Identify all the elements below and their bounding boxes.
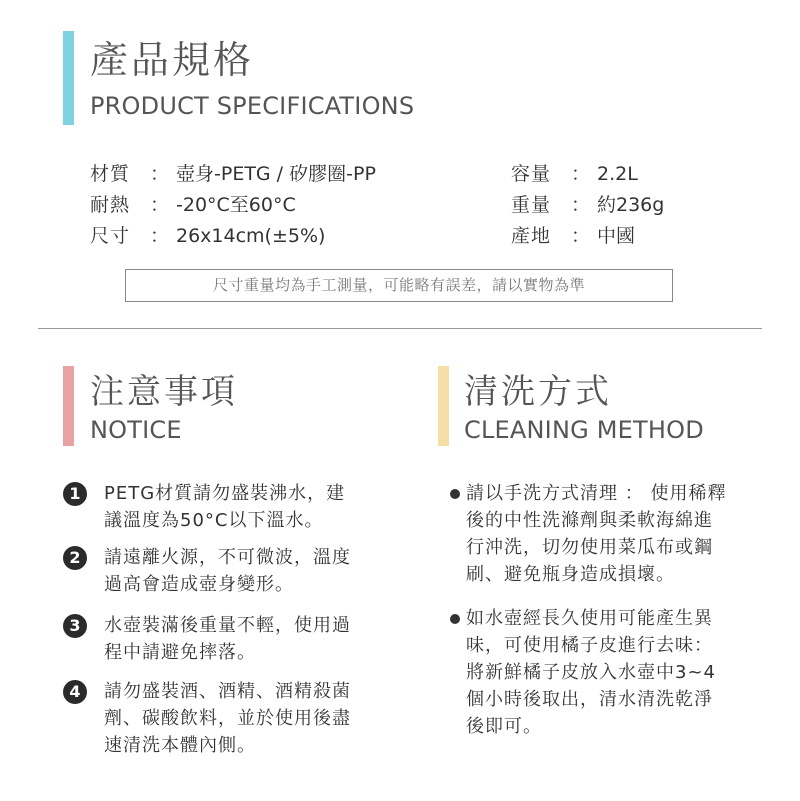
cleaning-bullet-2 xyxy=(450,614,460,624)
cleaning-bullet-1 xyxy=(450,489,460,499)
spec-row-capacity xyxy=(511,165,638,184)
cleaning-line: 味，可使用橘子皮進行去味： xyxy=(466,635,713,656)
cleaning-line: 後即可。 xyxy=(466,716,542,737)
spec-colon: ： xyxy=(150,194,170,216)
spec-row-material xyxy=(90,165,376,184)
notice-line: 請勿盛裝酒、酒精、酒精殺菌 xyxy=(104,681,351,702)
spec-label: 尺寸 xyxy=(90,225,131,247)
cleaning-line: 如水壺經長久使用可能產生異 xyxy=(466,608,713,629)
section-divider xyxy=(38,328,762,329)
notice-line: PETG材質請勿盛裝沸水，建 xyxy=(104,483,346,504)
spec-row-size xyxy=(90,227,325,246)
spec-value: 26x14cm(±5%) xyxy=(176,225,326,247)
notice-line: 水壺裝滿後重量不輕，使用過 xyxy=(104,615,351,636)
cleaning-line: 個小時後取出，清水清洗乾淨 xyxy=(466,689,713,710)
spec-label: 容量 xyxy=(511,163,552,185)
spec-colon: ： xyxy=(150,225,170,247)
cleaning-line: 將新鮮橘子皮放入水壺中3~4 xyxy=(466,662,716,683)
notice-item-1 xyxy=(104,480,345,534)
notice-line: 過高會造成壺身變形。 xyxy=(104,574,294,595)
notice-line: 速清洗本體內側。 xyxy=(104,735,256,756)
measurement-note: 尺寸重量均為手工測量，可能略有誤差，請以實物為準 xyxy=(125,269,673,302)
notice-number-2: 2 xyxy=(63,546,87,570)
notice-number-3: 3 xyxy=(63,614,87,638)
specs-title-zh: 產品規格 xyxy=(90,38,255,82)
spec-row-heat xyxy=(90,196,296,215)
notice-item-4 xyxy=(104,678,351,759)
spec-row-origin xyxy=(511,227,635,246)
cleaning-line: 請以手洗方式清理 ： 使用稀釋 xyxy=(466,483,727,504)
notice-item-2 xyxy=(104,544,351,598)
notice-line: 請遠離火源，不可微波，溫度 xyxy=(104,547,351,568)
notice-number-1: 1 xyxy=(63,482,87,506)
spec-value: 約236g xyxy=(597,194,665,216)
cleaning-item-1 xyxy=(466,480,726,588)
spec-colon: ： xyxy=(571,225,591,247)
notice-item-3 xyxy=(104,612,351,666)
spec-colon: ： xyxy=(571,194,591,216)
cleaning-title-en: CLEANING METHOD xyxy=(464,416,704,444)
spec-label: 重量 xyxy=(511,194,552,216)
spec-row-weight xyxy=(511,196,664,215)
notice-title-en: NOTICE xyxy=(90,416,182,444)
spec-value: 壺身-PETG / 矽膠圈-PP xyxy=(176,163,376,185)
cleaning-line: 行沖洗，切勿使用菜瓜布或鋼 xyxy=(466,537,713,558)
notice-line: 議溫度為50°C以下溫水。 xyxy=(104,510,324,531)
spec-label: 耐熱 xyxy=(90,194,131,216)
spec-value: -20°C至60°C xyxy=(176,194,296,216)
spec-label: 材質 xyxy=(90,163,131,185)
spec-label: 產地 xyxy=(511,225,552,247)
spec-colon: ： xyxy=(571,163,591,185)
specs-accent-bar xyxy=(63,31,74,125)
cleaning-accent-bar xyxy=(438,366,449,446)
notice-number-4: 4 xyxy=(63,680,87,704)
cleaning-item-2 xyxy=(466,605,716,740)
spec-value: 2.2L xyxy=(597,163,638,185)
spec-colon: ： xyxy=(150,163,170,185)
specs-title-en: PRODUCT SPECIFICATIONS xyxy=(90,92,415,120)
notice-accent-bar xyxy=(63,366,74,446)
notice-line: 程中請避免摔落。 xyxy=(104,642,256,663)
cleaning-line: 後的中性洗滌劑與柔軟海綿進 xyxy=(466,510,713,531)
cleaning-title-zh: 清洗方式 xyxy=(464,372,612,412)
spec-value: 中國 xyxy=(597,225,636,247)
notice-line: 劑、碳酸飲料，並於使用後盡 xyxy=(104,708,351,729)
cleaning-line: 刷、避免瓶身造成損壞。 xyxy=(466,564,675,585)
notice-title-zh: 注意事項 xyxy=(90,372,238,412)
